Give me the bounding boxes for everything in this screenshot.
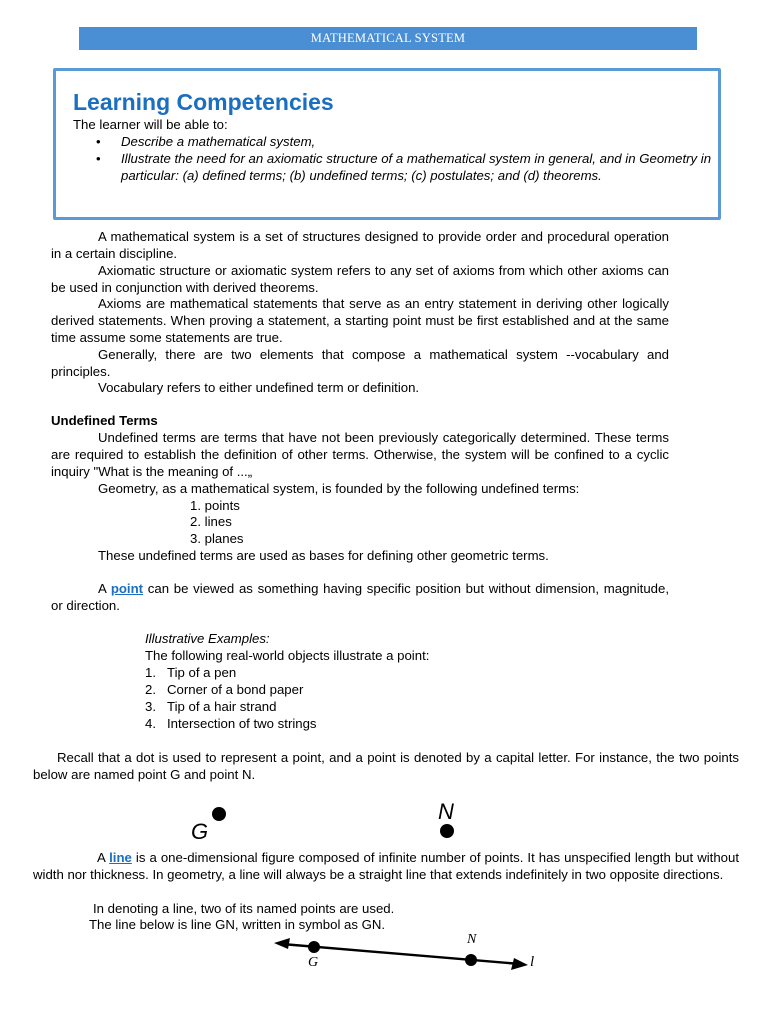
example-item: 3. Tip of a hair strand [145,699,277,714]
undefined-term-item: 2. lines [190,514,232,529]
paragraph-line-definition: A line is a one-dimensional figure composed of infinite number of points. It has unspecified length but without width nor thickness. In geometry, a line will always be a straight line that extends indefinitely in two opposite directions. [33,850,739,882]
paragraph-point-definition: A point can be viewed as something having specific position but without dimension, magnitude, or direction. [51,581,669,613]
paragraph-elements: Generally, there are two elements that compose a mathematical system --vocabulary and principles. [51,347,669,379]
paragraph-undefined-terms: Undefined terms are terms that have not been previously categorically determined. These terms are required to establish the definition of other terms. Otherwise, the system will be confined to a cyclic inquiry "What is the meaning of ...„ [51,430,669,479]
point-n-label: N [438,799,454,824]
example-item: 1. Tip of a pen [145,665,237,680]
point-g-label: G [191,819,209,844]
paragraph-bases: These undefined terms are used as bases for defining other geometric terms. [98,548,549,563]
line-label-l: l [530,954,535,970]
paragraph-denoting-line: In denoting a line, two of its named points are used. [93,901,395,916]
paragraph-geometry-founded: Geometry, as a mathematical system, is founded by the following undefined terms: [98,481,580,496]
right-arrowhead [511,958,528,970]
line-point-g [308,941,320,953]
undefined-term-item: 3. planes [190,531,244,546]
examples-intro: The following real-world objects illustrate a point: [145,648,430,663]
competencies-title: Learning Competencies [73,89,334,115]
paragraph-axioms: Axioms are mathematical statements that serve as an entry statement in deriving other logically derived statements. When proving a statement, a starting point must be first established and at the same time assume some statements are true. [51,296,669,345]
paragraph-vocabulary: Vocabulary refers to either undefined term or definition. [98,380,420,395]
competencies-intro: The learner will be able to: [73,117,228,132]
example-item: 4. Intersection of two strings [145,716,317,731]
paragraph-line-gn: The line below is line GN, written in symbol as GN. [89,917,386,932]
point-link[interactable]: point [110,581,144,596]
line-link[interactable]: line [109,850,132,865]
line-label-g: G [308,955,319,970]
chapter-banner: MATHEMATICAL SYSTEM [79,27,697,50]
undefined-terms-heading: Undefined Terms [51,413,158,428]
competency-item: • Describe a mathematical system, [73,134,713,151]
paragraph-recall-dot: Recall that a dot is used to represent a point, and a point is denoted by a capital letter. For instance, the two points below are named point G and point N. [33,750,739,782]
point-n-dot [440,824,454,838]
undefined-term-item: 1. points [190,498,240,513]
paragraph-axiomatic-structure: Axiomatic structure or axiomatic system refers to any set of axioms from which other axioms can be used in conjunction with derived theorems. [51,263,669,295]
point-g-dot [212,807,226,821]
line-point-n [465,954,477,966]
competency-item: • Illustrate the need for an axiomatic structure of a mathematical system in general, and in Geometry in particular: (a) defined terms; (b) undefined terms; (c) postulates; and (d) theorems. [73,151,713,185]
left-arrowhead [274,938,290,949]
examples-title: Illustrative Examples: [145,631,270,646]
example-item: 2. Corner of a bond paper [145,682,304,697]
paragraph-mathematical-system: A mathematical system is a set of structures designed to provide order and procedural operation in a certain discipline. [51,229,669,261]
competencies-list [73,134,713,184]
line-label-n: N [467,932,477,947]
learning-competencies-box [53,68,721,220]
